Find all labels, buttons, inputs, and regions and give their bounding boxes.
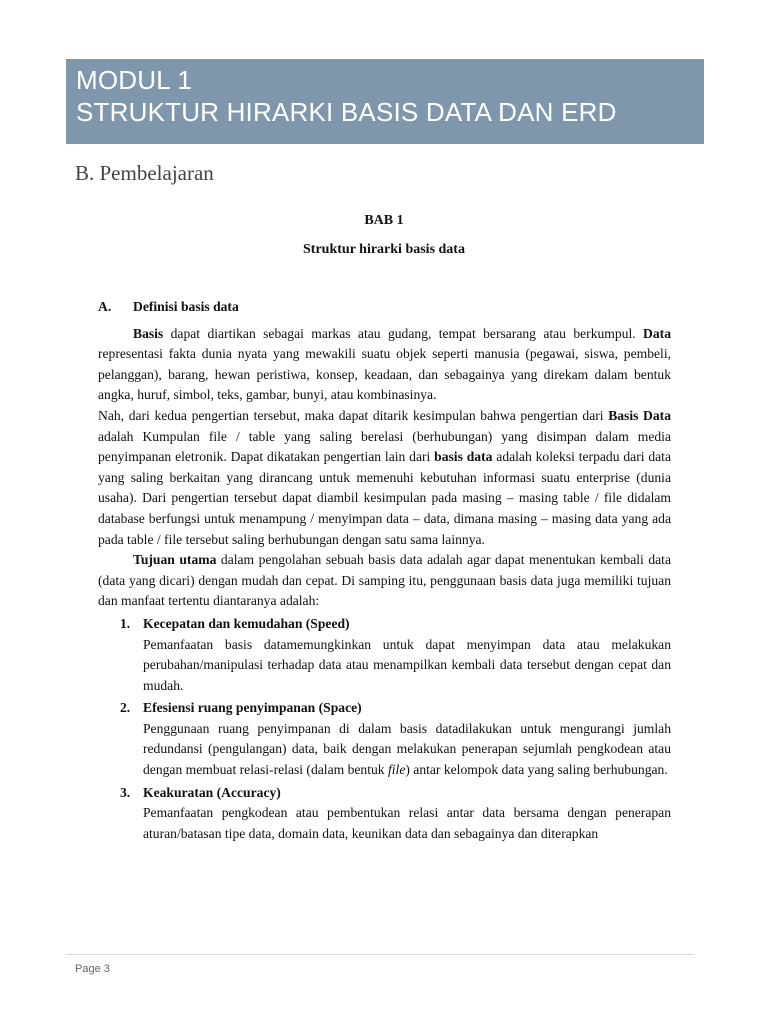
document-body: [98, 297, 671, 844]
list-item-body: Pemanfaatan pengkodean atau pembentukan relasi antar data bersama dengan penerapan aturan/batasan tipe data, domain data, keunikan data dan sebagainya dan diterapkan: [143, 805, 671, 841]
list-number: 1.: [120, 615, 131, 631]
term-basis-data-2: basis data: [434, 449, 493, 465]
text-run: ) antar kelompok data yang saling berhubungan.: [405, 762, 668, 778]
chapter-label: BAB 1: [364, 213, 404, 228]
list-number: 3.: [120, 784, 131, 800]
list-item: [98, 783, 671, 845]
list-item-title: Keakuratan (Accuracy): [143, 784, 281, 800]
term-basis-data: Basis Data: [608, 407, 671, 423]
subsection-heading: [98, 297, 671, 318]
paragraph-conclusion: [98, 406, 671, 550]
chapter-title: Struktur hirarki basis data: [303, 242, 465, 257]
text-run: Nah, dari kedua pengertian tersebut, maka dapat ditarik kesimpulan bahwa pengertian dari: [98, 407, 609, 423]
list-item: [98, 614, 671, 696]
list-item-title: Kecepatan dan kemudahan (Speed): [143, 615, 350, 631]
term-basis: Basis: [133, 325, 164, 341]
term-data: Data: [643, 325, 671, 341]
list-number: 2.: [120, 700, 131, 716]
text-run: adalah koleksi terpadu dari data yang saling berkaitan yang dirancang untuk memenuhi kebutuhan informasi suatu enterprise (dunia usaha). Dari pengertian tersebut dapat diambil kesimpulan pada masing – masing table / file didalam database berfungsi untuk menampung / menyimpan data – data, dimana masing – masing data yang ada pada table / file tersebut saling berhubungan dengan satu sama lainnya.: [98, 449, 671, 547]
text-italic: file: [387, 762, 406, 778]
list-item-body: [143, 719, 671, 781]
text-run: representasi fakta dunia nyata yang mewakili suatu objek seperti manusia (pegawai, siswa, pembeli, pelanggan), barang, hewan peristiwa, konsep, keadaan, dan sebagainya yang direkam dalam bentuk angka, huruf, simbol, teks, gambar, bunyi, atau kombinasinya.: [98, 346, 671, 403]
section-heading: B. Pembelajaran: [75, 161, 214, 185]
benefit-list: [98, 614, 671, 845]
subsection-letter: A.: [98, 299, 112, 314]
text-run: adalah Kumpulan file / table yang saling berelasi (berhubungan) yang disimpan dalam media penyimpanan eletronik. Dapat dikatakan pengertian lain dari: [98, 428, 671, 465]
text-run: dapat diartikan sebagai markas atau gudang, tempat bersarang atau berkumpul.: [163, 325, 644, 341]
text-run: Penggunaan ruang penyimpanan di dalam basis datadilakukan untuk mengurangi jumlah redundansi (pengulangan) data, baik dengan melakukan penerapan sejumlah pengkodean atau dengan membuat relasi-relasi (dalam bentuk: [143, 720, 671, 778]
module-title: STRUKTUR HIRARKI BASIS DATA DAN ERD: [76, 97, 617, 127]
list-item-body: Pemanfaatan basis datamemungkinkan untuk dapat menyimpan data atau melakukan perubahan/manipulasi terhadap data atau menampilkan kembali data tersebut dengan cepat dan mudah.: [143, 636, 671, 693]
term-tujuan-utama: Tujuan utama: [133, 552, 217, 568]
paragraph-definition: [98, 324, 671, 406]
module-header-banner: [66, 59, 704, 144]
text-run: dalam pengolahan sebuah basis data adalah agar dapat menentukan kembali data (data yang dicari) dengan mudah dan cepat. Di samping itu, penggunaan basis data juga memiliki tujuan dan manfaat tertentu diantaranya adalah:: [98, 552, 671, 609]
module-number: MODUL 1: [76, 65, 193, 95]
paragraph-goal: [98, 550, 671, 612]
list-item-title: Efesiensi ruang penyimpanan (Space): [143, 700, 362, 716]
list-item: [98, 698, 671, 780]
subsection-title: Definisi basis data: [133, 299, 239, 314]
footer-divider: [66, 954, 694, 955]
page-number: Page 3: [75, 963, 110, 975]
